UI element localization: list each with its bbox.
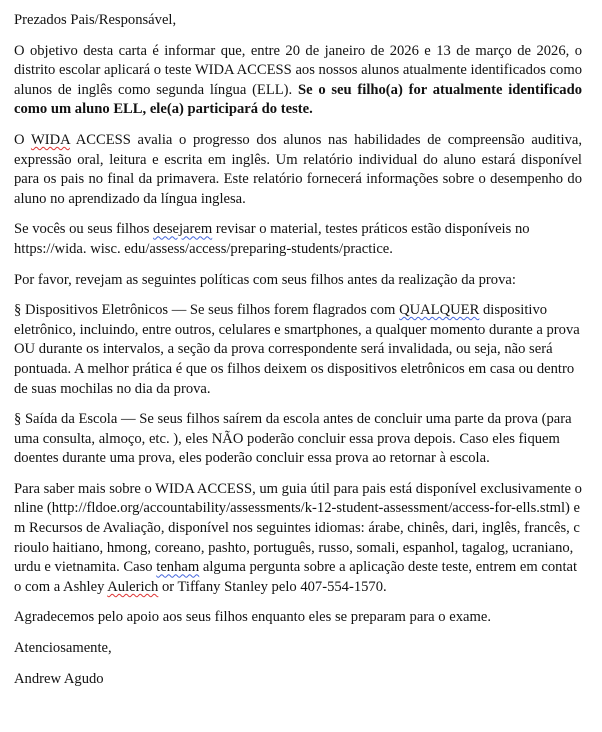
spellcheck-word-aulerich: Aulerich <box>107 578 159 595</box>
paragraph-wida-overview <box>14 131 582 209</box>
grammar-word-desejarem: desejarem <box>153 221 213 238</box>
signature-name: Andrew Agudo <box>14 670 104 687</box>
text-segment: dispositivo eletrônico, incluindo, entre outros, celulares e smartphones, a qualquer momento durante a prova OU durante os intervalos, a seção da prova correspondente será invalidada, ou seja, não será pontuada. A melhor prática é que os filhos deixem os dispositivos eletrônicos em casa ou dentro de suas mochilas no dia da prova. <box>14 302 580 397</box>
paragraph-electronic-devices <box>14 301 582 399</box>
text-segment: § Dispositivos Eletrônicos — Se seus filhos forem flagrados com <box>14 302 400 319</box>
paragraph-leaving-school: § Saída da Escola — Se seus filhos saírem da escola antes de concluir uma parte da prova (para uma consulta, almoço, etc. ), eles NÃO poderão concluir essa prova depois. Caso eles fiquem doentes durante uma prova, eles poderão concluir essa prova ao retornar à escola. <box>14 411 572 467</box>
text-segment: alguma pergunta sobre a aplicação deste teste, entrem em contato com a Ashley <box>14 559 578 595</box>
closing: Atenciosamente, <box>14 640 112 657</box>
grammar-word-qualquer: QUALQUER <box>399 302 480 319</box>
paragraph-policies-intro: Por favor, revejam as seguintes políticas com seus filhos antes da realização da prova: <box>14 271 516 288</box>
bold-participation-notice: Se o seu filho(a) for atualmente identificado como um aluno ELL, ele(a) participará do teste. <box>14 81 582 118</box>
text-segment: or Tiffany Stanley pelo 407-554-1570. <box>158 578 387 595</box>
text-segment: Para saber mais sobre o WIDA ACCESS, um guia útil para pais está disponível exclusivamente online (http://fldoe.org/accountability/assessments/k-12-student-assessment/access-for-ells.stml) em Recursos de Avaliação, disponível nos seguintes idiomas: árabe, chinês, dari, inglês, francês, crioulo haitiano, hmong, coreano, pashto, português, russo, somali, espanhol, tagalog, ucraniano, urdu e vietnamita. Caso <box>14 480 582 576</box>
spellcheck-word-wida: WIDA <box>30 131 70 148</box>
paragraph-text: O objetivo desta carta é informar que, entre 20 de janeiro de 2026 e 13 de março de 2026, o distrito escolar aplicará o teste WIDA ACCESS aos nossos alunos atualmente identificados como alunos de inglês como segunda língua (ELL). <box>14 42 582 98</box>
text-segment: O <box>14 131 31 148</box>
paragraph-more-info <box>14 480 582 598</box>
text-segment: revisar o material, testes práticos estão disponíveis no https://wida. wisc. edu/assess/access/preparing-students/practice. <box>14 221 530 257</box>
text-segment: Se vocês ou seus filhos <box>14 221 154 238</box>
paragraph-practice-tests <box>14 220 582 259</box>
text-segment: ACCESS avalia o progresso dos alunos nas habilidades de compreensão auditiva, expressão oral, leitura e escrita em inglês. Um relatório individual do aluno estará disponível para os pais no final da primavera. Este relatório fornecerá informações sobre o desempenho do aluno no aprendizado da língua inglesa. <box>14 131 582 207</box>
greeting: Prezados Pais/Responsável, <box>14 12 177 28</box>
grammar-word-tenham: tenham <box>156 559 200 576</box>
paragraph-test-dates <box>14 42 582 120</box>
paragraph-thanks: Agradecemos pelo apoio aos seus filhos enquanto eles se preparam para o exame. <box>14 609 491 626</box>
